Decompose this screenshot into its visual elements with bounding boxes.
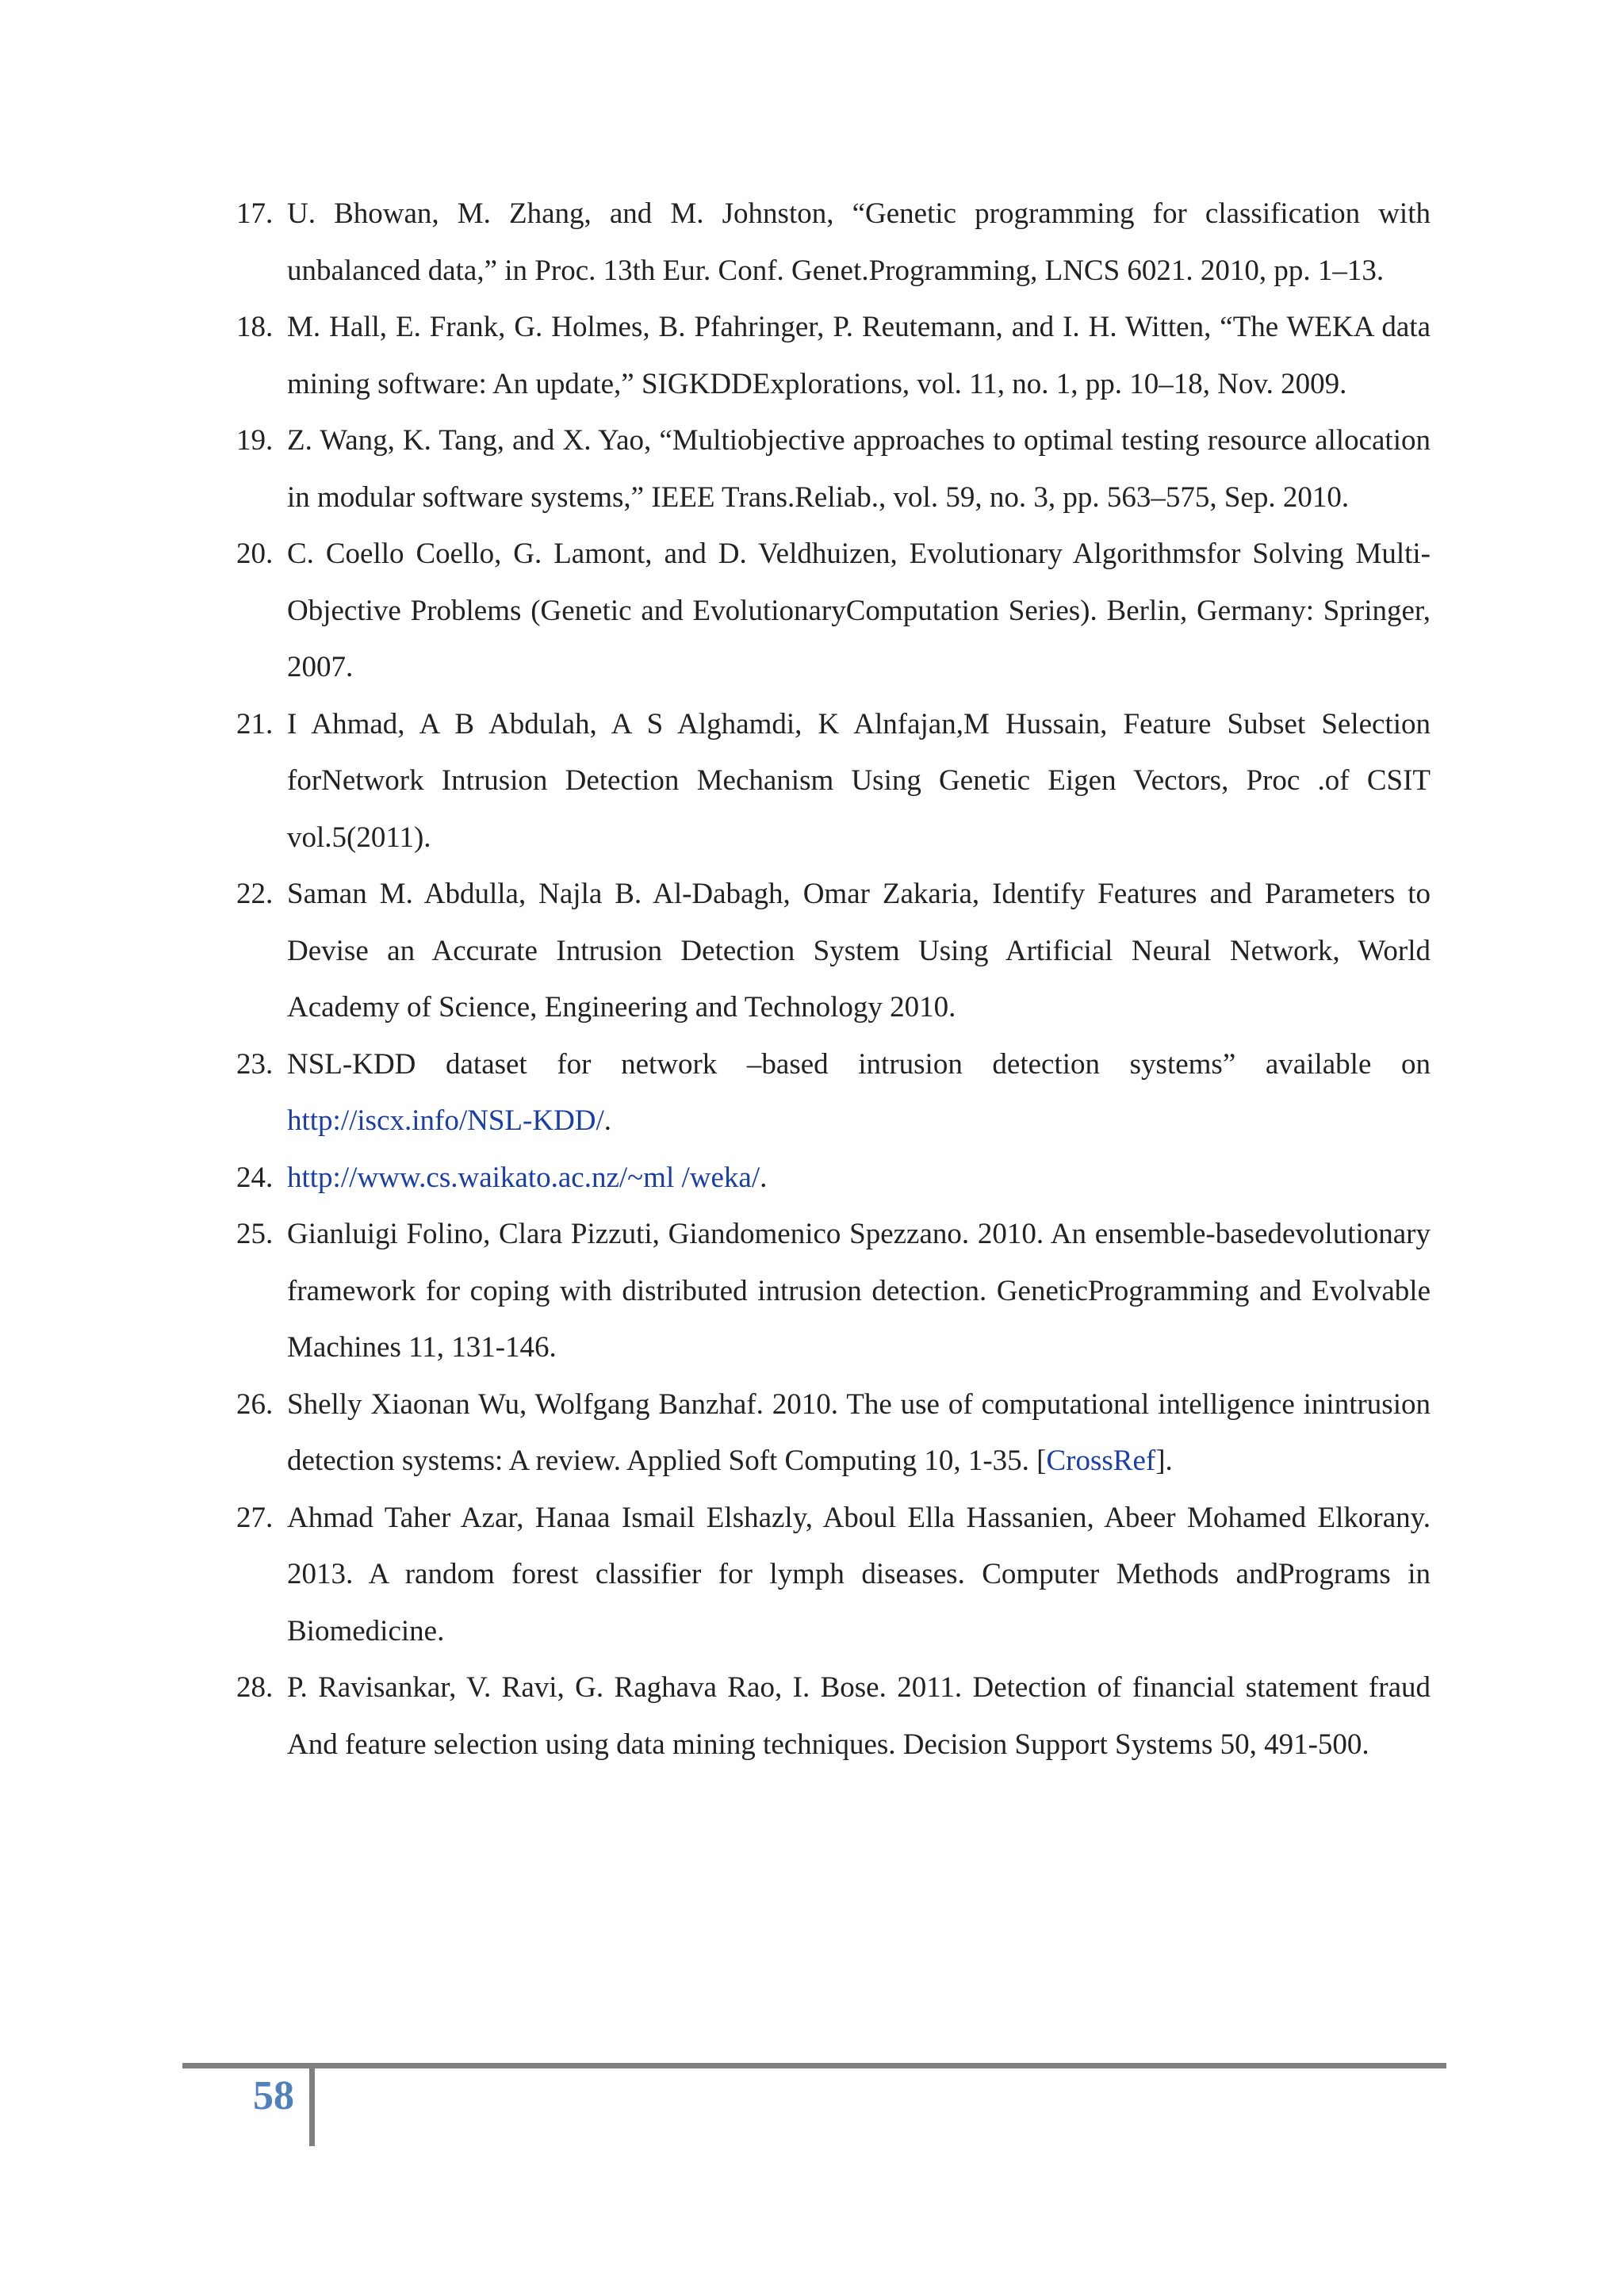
nsl-kdd-link[interactable]: http://iscx.info/NSL-KDD/ <box>287 1104 604 1137</box>
reference-text: Saman M. Abdulla, Najla B. Al-Dabagh, Omar Zakaria, Identify Features and Parameters to Devise an Accurate Intrusion Detection System Using Artificial Neural Network, World Academy of Science, Engineering and Technology 2010. <box>287 878 1431 1024</box>
reference-text-tail: . <box>603 1104 612 1137</box>
reference-text: Ahmad Taher Azar, Hanaa Ismail Elshazly, Aboul Ella Hassanien, Abeer Mohamed Elkorany. 2013. A random forest classifier for lymph diseases. Computer Methods andPrograms in Biomedicine. <box>287 1501 1431 1647</box>
footer-divider <box>182 2063 1446 2068</box>
reference-text: Z. Wang, K. Tang, and X. Yao, “Multiobjective approaches to optimal testing resource allocation in modular software systems,” IEEE Trans.Reliab., vol. 59, no. 3, pp. 563–575, Sep. 2010. <box>287 424 1431 514</box>
reference-number: 26. <box>236 1387 274 1421</box>
reference-item-17 <box>230 186 1431 299</box>
reference-number: 21. <box>236 707 274 740</box>
reference-number: 27. <box>236 1501 274 1534</box>
reference-text: U. Bhowan, M. Zhang, and M. Johnston, “Genetic programming for classification with unbalanced data,” in Proc. 13th Eur. Conf. Genet.Programming, LNCS 6021. 2010, pp. 1–13. <box>287 197 1431 287</box>
reference-item-24 <box>230 1150 1431 1207</box>
reference-text: P. Ravisankar, V. Ravi, G. Raghava Rao, I. Bose. 2011. Detection of financial statement fraud And feature selection using data mining techniques. Decision Support Systems 50, 491-500. <box>287 1671 1431 1761</box>
reference-item-23 <box>230 1036 1431 1150</box>
reference-text-tail: . <box>760 1161 768 1194</box>
reference-item-18 <box>230 299 1431 412</box>
reference-item-22 <box>230 866 1431 1036</box>
reference-text: C. Coello Coello, G. Lamont, and D. Veldhuizen, Evolutionary Algorithmsfor Solving Multi-Objective Problems (Genetic and EvolutionaryComputation Series). Berlin, Germany: Springer, 2007. <box>287 538 1431 683</box>
reference-text-tail: ]. <box>1155 1445 1173 1477</box>
footer-vertical-divider <box>309 2068 315 2146</box>
reference-item-28 <box>230 1659 1431 1773</box>
crossref-link[interactable]: CrossRef <box>1046 1445 1156 1477</box>
reference-text: M. Hall, E. Frank, G. Holmes, B. Pfahringer, P. Reutemann, and I. H. Witten, “The WEKA data mining software: An update,” SIGKDDExplorations, vol. 11, no. 1, pp. 10–18, Nov. 2009. <box>287 311 1431 400</box>
reference-text: I Ahmad, A B Abdulah, A S Alghamdi, K Alnfajan,M Hussain, Feature Subset Selection forNetwork Intrusion Detection Mechanism Using Genetic Eigen Vectors, Proc .of CSIT vol.5(2011). <box>287 707 1431 854</box>
reference-list <box>230 186 1431 1773</box>
reference-item-21 <box>230 696 1431 867</box>
reference-number: 23. <box>236 1047 274 1081</box>
reference-item-20 <box>230 526 1431 696</box>
reference-text: Gianluigi Folino, Clara Pizzuti, Giandomenico Spezzano. 2010. An ensemble-basedevolutionary framework for coping with distributed intrusion detection. GeneticProgramming and Evolvable Machines 11, 131-146. <box>287 1218 1431 1364</box>
reference-number: 25. <box>236 1218 274 1250</box>
reference-number: 18. <box>236 311 274 343</box>
reference-item-26 <box>230 1376 1431 1490</box>
reference-text: NSL-KDD dataset for network –based intrusion detection systems” available on <box>287 1047 1431 1081</box>
reference-text: Shelly Xiaonan Wu, Wolfgang Banzhaf. 2010. The use of computational intelligence inintrusion detection systems: A review. Applied Soft Computing 10, 1-35. [ <box>287 1387 1431 1477</box>
page-number: 58 <box>253 2073 294 2118</box>
reference-number: 17. <box>236 197 274 230</box>
weka-link[interactable]: http://www.cs.waikato.ac.nz/~ml /weka/ <box>287 1161 760 1194</box>
reference-item-27 <box>230 1490 1431 1660</box>
reference-number: 22. <box>236 878 274 910</box>
reference-item-25 <box>230 1206 1431 1376</box>
reference-number: 19. <box>236 424 274 457</box>
reference-number: 24. <box>236 1161 274 1194</box>
reference-item-19 <box>230 412 1431 526</box>
reference-number: 28. <box>236 1671 274 1704</box>
reference-number: 20. <box>236 538 274 570</box>
